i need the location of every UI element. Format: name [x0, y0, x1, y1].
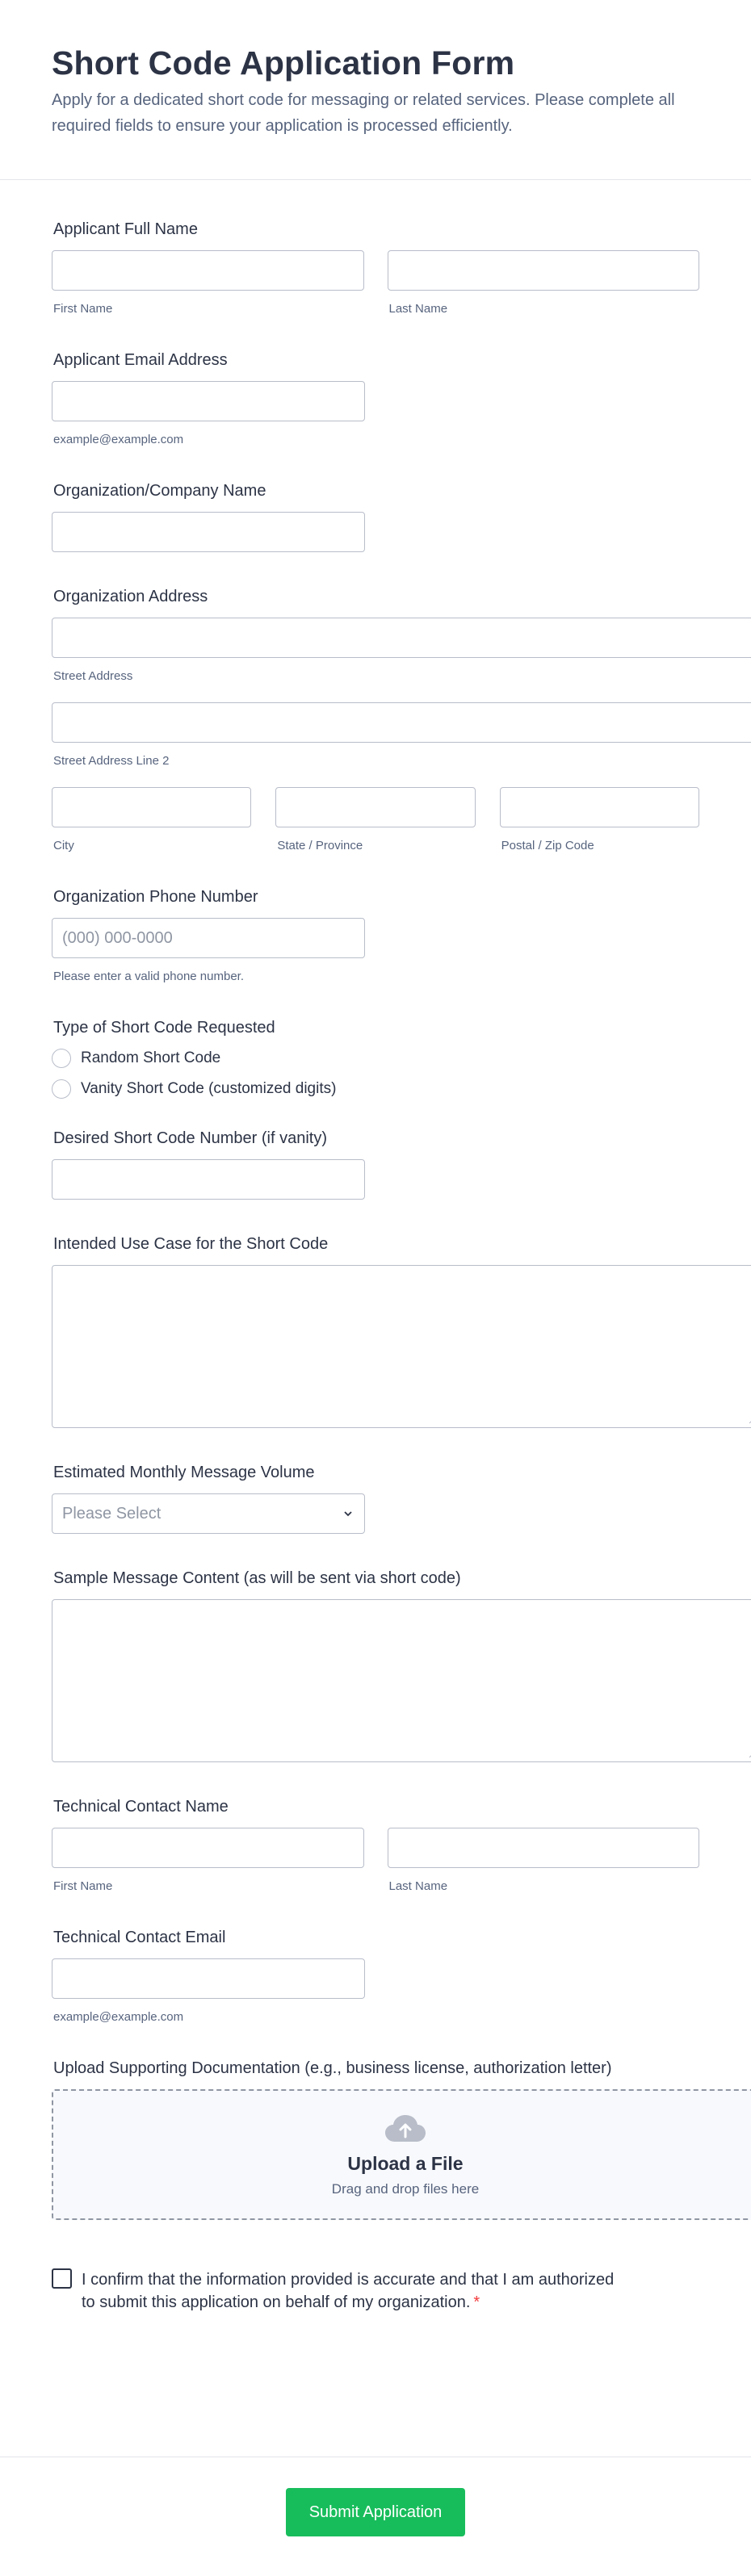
- street-address-input[interactable]: [52, 618, 751, 658]
- chevron-down-icon: [342, 1507, 355, 1520]
- technical-email-label: Technical Contact Email: [53, 1929, 226, 1946]
- technical-last-name-input[interactable]: [388, 1828, 700, 1868]
- use-case-label: Intended Use Case for the Short Code: [53, 1235, 329, 1253]
- technical-first-name-sublabel: First Name: [53, 1879, 113, 1893]
- upload-hint: Drag and drop files here: [331, 2180, 480, 2197]
- city-sublabel: City: [53, 839, 74, 852]
- technical-email-sublabel: example@example.com: [53, 2010, 184, 2024]
- monthly-volume-select[interactable]: [52, 1493, 365, 1534]
- radio-circle[interactable]: [52, 1079, 71, 1099]
- monthly-volume-label: Estimated Monthly Message Volume: [53, 1464, 315, 1481]
- organization-name-field: [52, 482, 699, 552]
- sample-message-label: Sample Message Content (as will be sent via short code): [53, 1569, 461, 1587]
- organization-address-label: Organization Address: [53, 588, 208, 605]
- radio-vanity-label: Vanity Short Code (customized digits): [81, 1080, 337, 1097]
- organization-phone-field: [52, 888, 699, 983]
- organization-address-field: [52, 588, 699, 852]
- required-asterisk: *: [473, 2293, 480, 2311]
- sample-message-field: [52, 1569, 699, 1762]
- file-upload-dropzone[interactable]: [52, 2089, 751, 2220]
- form-header: [0, 0, 751, 180]
- radio-random-label: Random Short Code: [81, 1049, 221, 1066]
- upload-label: Upload Supporting Documentation (e.g., business license, authorization letter): [53, 2059, 612, 2077]
- street-address-line2-sublabel: Street Address Line 2: [53, 754, 170, 768]
- postal-code-sublabel: Postal / Zip Code: [501, 839, 594, 852]
- technical-email-input[interactable]: [52, 1958, 365, 1999]
- applicant-first-name-input[interactable]: [52, 250, 364, 291]
- desired-short-code-input[interactable]: [52, 1159, 365, 1200]
- city-input[interactable]: [52, 787, 251, 827]
- upload-title: Upload a File: [347, 2152, 464, 2174]
- desired-short-code-field: [52, 1129, 699, 1200]
- organization-phone-input[interactable]: [52, 918, 365, 958]
- postal-code-input[interactable]: [500, 787, 699, 827]
- page-title: Short Code Application Form: [52, 44, 515, 82]
- short-code-type-field: [52, 1019, 699, 1099]
- applicant-last-name-sublabel: Last Name: [388, 302, 448, 316]
- use-case-field: [52, 1235, 699, 1428]
- short-code-type-label: Type of Short Code Requested: [53, 1019, 275, 1037]
- applicant-email-label: Applicant Email Address: [53, 351, 228, 369]
- street-address-line2-input[interactable]: [52, 702, 751, 743]
- technical-last-name-sublabel: Last Name: [388, 1879, 448, 1893]
- applicant-email-sublabel: example@example.com: [53, 433, 184, 446]
- resize-grip-icon[interactable]: [747, 1750, 751, 1758]
- technical-name-field: [52, 1798, 699, 1893]
- form-footer: [0, 2457, 751, 2576]
- confirmation-text: I confirm that the information provided is accurate and that I am authorized to submit this application on behalf of my organization.: [82, 2271, 615, 2311]
- organization-phone-sublabel: Please enter a valid phone number.: [53, 970, 244, 983]
- street-address-sublabel: Street Address: [53, 669, 133, 683]
- applicant-name-label: Applicant Full Name: [53, 220, 198, 238]
- radio-random-short-code[interactable]: [52, 1049, 699, 1068]
- technical-name-label: Technical Contact Name: [53, 1798, 229, 1816]
- confirmation-checkbox[interactable]: [52, 2268, 72, 2289]
- desired-short-code-label: Desired Short Code Number (if vanity): [53, 1129, 328, 1147]
- applicant-first-name-sublabel: First Name: [53, 302, 113, 316]
- applicant-email-input[interactable]: [52, 381, 365, 421]
- state-input[interactable]: [275, 787, 475, 827]
- page-description: Apply for a dedicated short code for messaging or related services. Please complete all required fields to ensure your application is processed efficiently.: [52, 91, 675, 135]
- organization-name-input[interactable]: [52, 512, 365, 552]
- radio-vanity-short-code[interactable]: [52, 1079, 699, 1099]
- organization-phone-label: Organization Phone Number: [53, 888, 258, 906]
- technical-email-field: [52, 1929, 699, 2024]
- confirmation-text-wrap: [82, 2268, 617, 2314]
- radio-circle[interactable]: [52, 1049, 71, 1068]
- resize-grip-icon[interactable]: [747, 1416, 751, 1424]
- monthly-volume-selected: Please Select: [62, 1504, 162, 1523]
- cloud-upload-icon: [384, 2113, 427, 2145]
- sample-message-textarea[interactable]: [52, 1599, 751, 1762]
- monthly-volume-field: [52, 1464, 699, 1534]
- applicant-name-field: [52, 220, 699, 316]
- application-form: [0, 180, 751, 2314]
- confirmation-field: [52, 2268, 617, 2314]
- submit-button[interactable]: Submit Application: [286, 2488, 465, 2536]
- state-sublabel: State / Province: [277, 839, 363, 852]
- upload-field: [52, 2059, 699, 2220]
- organization-name-label: Organization/Company Name: [53, 482, 266, 500]
- applicant-email-field: [52, 351, 699, 446]
- use-case-textarea[interactable]: [52, 1265, 751, 1428]
- applicant-last-name-input[interactable]: [388, 250, 700, 291]
- technical-first-name-input[interactable]: [52, 1828, 364, 1868]
